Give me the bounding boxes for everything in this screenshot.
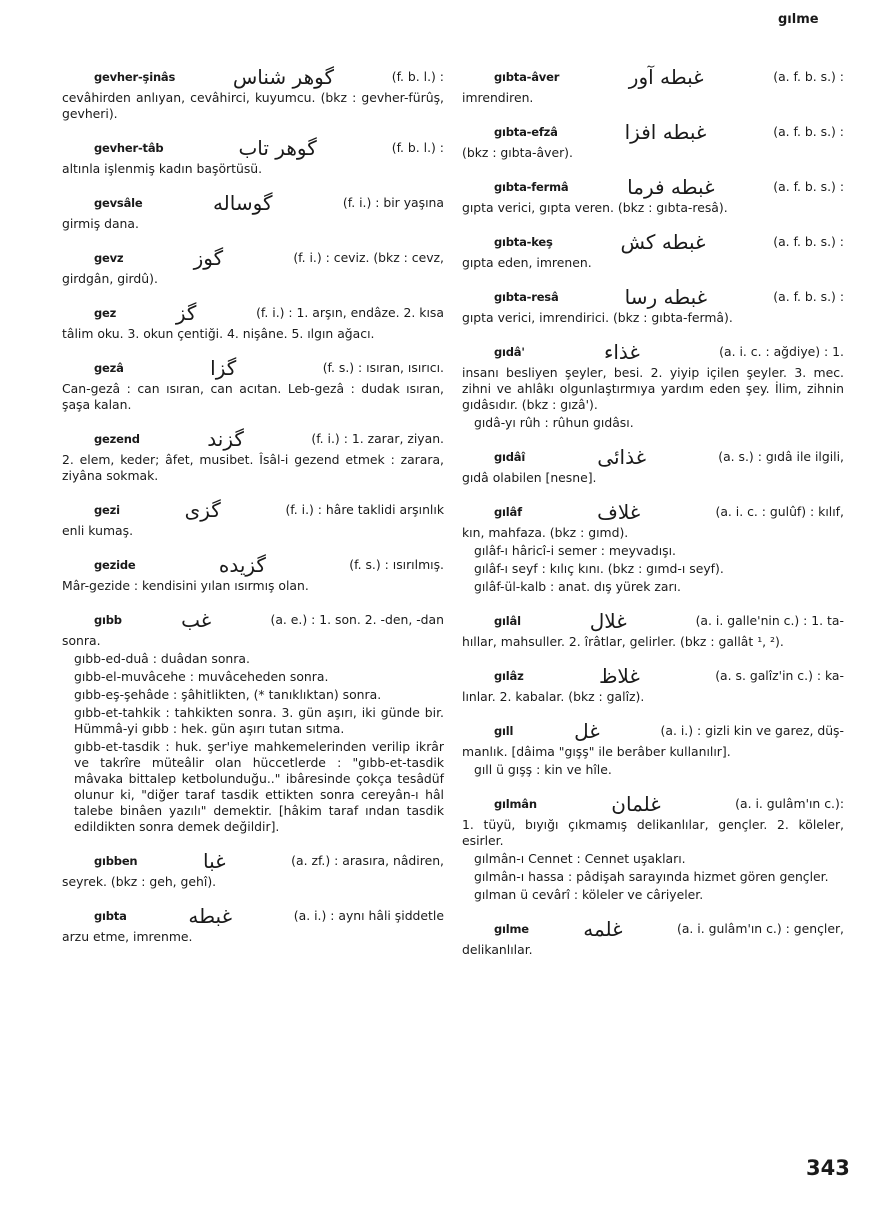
headword: gıbta-resâ — [494, 290, 559, 304]
entry-headline — [462, 663, 844, 689]
sub-entry: gılâf-ül-kalb : anat. dış yürek zarı. — [474, 579, 681, 594]
definition-text: gıpta verici, gıpta veren. (bkz : gıbta-resâ). — [462, 200, 728, 215]
grammar-label: (a. i. gulâm'ın c.) : gençler, — [677, 921, 844, 936]
left-column — [62, 64, 444, 958]
grammar-label: (a. s. galîz'in c.) : ka- — [715, 668, 844, 683]
ottoman-script: غلمان — [611, 792, 661, 816]
grammar-label: (a. f. b. s.) : — [773, 289, 844, 304]
headword: gıbta-keş — [494, 235, 553, 249]
headword: gez — [94, 306, 117, 320]
headword: gılâf — [494, 505, 522, 519]
dictionary-entry — [462, 916, 844, 958]
definition-text: enli kumaş. — [62, 523, 134, 538]
dictionary-entry — [62, 190, 444, 232]
definition-text: hıllar, mahsuller. 2. îrâtlar, gelirler. (bkz : gallât ¹, ²). — [462, 634, 784, 649]
grammar-label: (a. e.) : 1. son. 2. -den, -dan — [270, 612, 444, 627]
entry-headline — [62, 497, 444, 523]
page-number: 343 — [806, 1156, 850, 1180]
headword: gıbta — [94, 909, 127, 923]
grammar-label: (a. f. b. s.) : — [773, 179, 844, 194]
grammar-label: (a. i. gulâm'ın c.): — [735, 796, 844, 811]
dictionary-entry — [462, 229, 844, 271]
dictionary-entry — [62, 64, 444, 122]
dictionary-entry — [462, 284, 844, 326]
entry-headline — [462, 284, 844, 310]
grammar-label: (f. s.) : ısıran, ısırıcı. — [322, 360, 444, 375]
ottoman-script: گوز — [193, 246, 224, 270]
ottoman-script: غبطه افزا — [624, 120, 707, 144]
definition-text: gıdâ olabilen [nesne]. — [462, 470, 597, 485]
entry-headline — [462, 791, 844, 817]
headword: gıbta-fermâ — [494, 180, 569, 194]
definition-text: tâlim oku. 3. okun çentiği. 4. nişâne. 5. ılgın ağacı. — [62, 326, 375, 341]
ottoman-script: غلال — [589, 609, 627, 633]
headword: gılme — [494, 922, 529, 936]
ottoman-script: غلاظ — [598, 664, 640, 688]
ottoman-script: غبطه فرما — [627, 175, 715, 199]
dictionary-entry — [462, 339, 844, 431]
sub-entry: gıbb-el-muvâcehe : muvâceheden sonra. — [74, 669, 329, 684]
entry-headline — [62, 355, 444, 381]
sub-entry: gılmân-ı hassa : pâdişah sarayında hizmet gören gençler. — [474, 869, 829, 884]
headword: gıbben — [94, 854, 138, 868]
entry-headline — [462, 916, 844, 942]
ottoman-script: گزیده — [218, 553, 266, 577]
definition-text: 2. elem, keder; âfet, musibet. Îsâl-i gezend etmek : zarara, ziyâna sokmak. — [62, 452, 444, 483]
dictionary-entry — [462, 718, 844, 778]
definition-text: altınla işlenmiş kadın başörtüsü. — [62, 161, 263, 176]
grammar-label: (a. f. b. s.) : — [773, 234, 844, 249]
entry-headline — [62, 135, 444, 161]
entry-headline — [462, 444, 844, 470]
entry-headline — [462, 718, 844, 744]
entry-headline — [462, 608, 844, 634]
right-column — [462, 64, 844, 971]
dictionary-entry — [462, 119, 844, 161]
headword: gezi — [94, 503, 120, 517]
ottoman-script: غبطه رسا — [624, 285, 708, 309]
dictionary-entry — [462, 499, 844, 595]
definition-text: arzu etme, imrenme. — [62, 929, 193, 944]
grammar-label: (a. i. c. : ağdiye) : 1. — [719, 344, 844, 359]
entry-headline — [62, 607, 444, 633]
grammar-label: (a. i. c. : gulûf) : kılıf, — [715, 504, 844, 519]
dictionary-entry — [62, 497, 444, 539]
definition-text: gıpta eden, imrenen. — [462, 255, 592, 270]
ottoman-script: غبا — [203, 849, 226, 873]
ottoman-script: گوهر شناس — [232, 65, 334, 89]
ottoman-script: گوهر تاب — [238, 136, 317, 160]
definition-text: Can-gezâ : can ısıran, can acıtan. Leb-gezâ : dudak ısıran, şaşa kalan. — [62, 381, 444, 412]
definition-text: cevâhirden anlıyan, cevâhirci, kuyumcu. (bkz : gevher-fürûş, gevheri). — [62, 90, 444, 121]
headword: gıbta-âver — [494, 70, 560, 84]
entry-headline — [62, 903, 444, 929]
definition-text: delikanlılar. — [462, 942, 533, 957]
definition-text: lınlar. 2. kabalar. (bkz : galîz). — [462, 689, 645, 704]
ottoman-script: غبطه آور — [628, 65, 704, 89]
grammar-label: (a. i. galle'nin c.) : 1. ta- — [695, 613, 844, 628]
dictionary-entry — [62, 245, 444, 287]
grammar-label: (f. b. l.) : — [391, 140, 444, 155]
entry-headline — [62, 190, 444, 216]
entry-headline — [462, 499, 844, 525]
dictionary-entry — [462, 608, 844, 650]
entry-headline — [462, 339, 844, 365]
definition-text: imrendiren. — [462, 90, 534, 105]
definition-text: (bkz : gıbta-âver). — [462, 145, 573, 160]
sub-entry: gıll ü gışş : kin ve hîle. — [474, 762, 612, 777]
headword: gılâz — [494, 669, 524, 683]
sub-entry: gıbb-ed-duâ : duâdan sonra. — [74, 651, 250, 666]
grammar-label: (f. i.) : 1. zarar, ziyan. — [311, 431, 444, 446]
entry-headline — [462, 174, 844, 200]
dictionary-entry — [62, 607, 444, 835]
grammar-label: (a. i.) : aynı hâli şiddetle — [293, 908, 444, 923]
sub-entry: gılman ü cevârî : köleler ve câriyeler. — [474, 887, 704, 902]
grammar-label: (f. i.) : hâre taklidi arşınlık — [285, 502, 444, 517]
running-header: gılme — [778, 12, 819, 27]
dictionary-entry — [462, 174, 844, 216]
dictionary-entry — [62, 135, 444, 177]
entry-headline — [462, 64, 844, 90]
ottoman-script: غبطه — [188, 904, 233, 928]
definition-text: gıpta verici, imrendirici. (bkz : gıbta-fermâ). — [462, 310, 733, 325]
ottoman-script: گزند — [207, 427, 244, 451]
sub-entry: gılâf-ı hâricî-i semer : meyvadışı. — [474, 543, 676, 558]
headword: gevher-şinâs — [94, 70, 176, 84]
sub-entry: gıbb-et-tasdik : huk. şer'iye mahkemelerinden verilip ikrâr ve takrîre müteâlir olan hüccetlerde : "gıbb-et-tasdik mâvaka bittalep ketbolunduğu.." ibâresinde çokça tesâdüf olunur ki, "diğer taraf tasdik ettikten sonra cereyân-ı hâl talebe binâen yazılı" demektir. [hâkim taraf ından tasdik edildikten sonra demek değildir]. — [74, 739, 444, 834]
definition-text: Mâr-gezide : kendisini yılan ısırmış olan. — [62, 578, 309, 593]
sub-entry: gıbb-eş-şehâde : şâhitlikten, (* tanıklıktan) sonra. — [74, 687, 382, 702]
dictionary-entry — [62, 355, 444, 413]
headword: gevz — [94, 251, 124, 265]
ottoman-script: گزی — [184, 498, 221, 522]
dictionary-entry — [62, 426, 444, 484]
grammar-label: (a. s.) : gıdâ ile ilgili, — [718, 449, 844, 464]
ottoman-script: غذائی — [597, 445, 647, 469]
dictionary-entry — [462, 64, 844, 106]
grammar-label: (a. i.) : gizli kin ve garez, düş- — [660, 723, 844, 738]
sub-entry: gılmân-ı Cennet : Cennet uşakları. — [474, 851, 686, 866]
headword: gıdâ' — [494, 345, 525, 359]
definition-text: girmiş dana. — [62, 216, 139, 231]
dictionary-entry — [62, 848, 444, 890]
dictionary-entry — [62, 300, 444, 342]
dictionary-entry — [462, 663, 844, 705]
entry-headline — [62, 64, 444, 90]
definition-text: girdgân, girdû). — [62, 271, 158, 286]
headword: gıdâî — [494, 450, 526, 464]
dictionary-entry — [62, 903, 444, 945]
definition-text: 1. tüyü, bıyığı çıkmamış delikanlılar, gençler. 2. köleler, esirler. — [462, 817, 844, 848]
ottoman-script: غب — [181, 608, 212, 632]
ottoman-script: غذاء — [603, 340, 640, 364]
entry-headline — [62, 426, 444, 452]
ottoman-script: غبطه کش — [620, 230, 706, 254]
headword: gıbta-efzâ — [494, 125, 558, 139]
grammar-label: (f. i.) : ceviz. (bkz : cevz, — [293, 250, 444, 265]
ottoman-script: گز — [175, 301, 197, 325]
definition-text: insanı besliyen şeyler, besi. 2. yiyip içilen şeyler. 3. mec. zihni ve ahlâkı olgunlaştırmıya yardım eden şey. İlim, zihnin gıdâsıdır. (bkz : gızâ'). — [462, 365, 844, 412]
grammar-label: (a. zf.) : arasıra, nâdiren, — [291, 853, 444, 868]
definition-text: manlık. [dâima "gışş" ile berâber kullanılır]. — [462, 744, 731, 759]
definition-text: sonra. — [62, 633, 101, 648]
headword: gıll — [494, 724, 514, 738]
grammar-label: (a. f. b. s.) : — [773, 124, 844, 139]
headword: gılmân — [494, 797, 537, 811]
dictionary-entry — [462, 791, 844, 903]
headword: gezend — [94, 432, 140, 446]
entry-headline — [462, 119, 844, 145]
definition-text: seyrek. (bkz : geh, gehî). — [62, 874, 217, 889]
entry-headline — [62, 245, 444, 271]
ottoman-script: غلمه — [583, 917, 623, 941]
headword: gevsâle — [94, 196, 143, 210]
ottoman-script: غلاف — [597, 500, 641, 524]
ottoman-script: گزا — [210, 356, 237, 380]
grammar-label: (a. f. b. s.) : — [773, 69, 844, 84]
ottoman-script: گوساله — [212, 191, 273, 215]
definition-text: kın, mahfaza. (bkz : gımd). — [462, 525, 629, 540]
sub-entry: gıbb-et-tahkik : tahkikten sonra. 3. gün aşırı, iki günde bir. Hümmâ-yi gıbb : hek. gün aşırı tutan sıtma. — [74, 705, 444, 736]
grammar-label: (f. b. l.) : — [391, 69, 444, 84]
headword: gezide — [94, 558, 136, 572]
sub-entry: gıdâ-yı rûh : rûhun gıdâsı. — [474, 415, 634, 430]
grammar-label: (f. s.) : ısırılmış. — [349, 557, 444, 572]
dictionary-entry — [462, 444, 844, 486]
grammar-label: (f. i.) : bir yaşına — [342, 195, 444, 210]
headword: gılâl — [494, 614, 521, 628]
entry-headline — [62, 552, 444, 578]
headword: gıbb — [94, 613, 122, 627]
entry-headline — [62, 848, 444, 874]
grammar-label: (f. i.) : 1. arşın, endâze. 2. kısa — [256, 305, 444, 320]
sub-entry: gılâf-ı seyf : kılıç kını. (bkz : gımd-ı seyf). — [474, 561, 724, 576]
dictionary-entry — [62, 552, 444, 594]
headword: gezâ — [94, 361, 124, 375]
entry-headline — [462, 229, 844, 255]
entry-headline — [62, 300, 444, 326]
ottoman-script: غل — [574, 719, 600, 743]
headword: gevher-tâb — [94, 141, 164, 155]
